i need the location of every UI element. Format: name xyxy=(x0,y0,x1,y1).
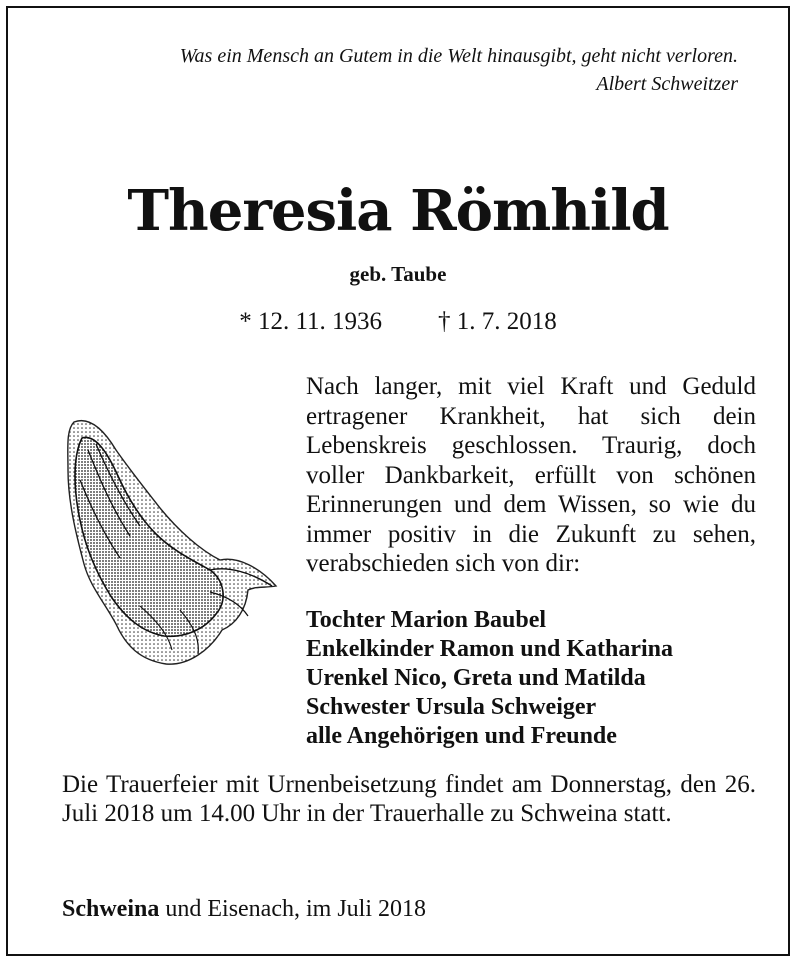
mourner-item: alle Angehörigen und Freunde xyxy=(306,723,617,749)
birth-date: * 12. 11. 1936 xyxy=(239,308,383,335)
quote-text: Was ein Mensch an Gutem in die Welt hinausgibt, geht nicht verloren. xyxy=(179,45,738,67)
deceased-name: Theresia Römhild xyxy=(127,178,669,244)
place-rest: und Eisenach, im Juli 2018 xyxy=(165,896,426,922)
quote-block xyxy=(180,42,738,98)
service-info: Die Trauerfeier mit Urnenbeisetzung findet am Donnerstag, den 26. Juli 2018 um 14.00 Uhr in der Trauerhalle zu Schweina statt. xyxy=(62,771,756,827)
mourners-list xyxy=(306,606,776,751)
message-paragraph: Nach langer, mit viel Kraft und Geduld ertragener Krankheit, hat sich dein Lebenskreis geschlossen. Traurig, doch voller Dankbarkeit, erfüllt von schönen Erinnerungen und dem Wissen, so wie du immer positiv in die Zukunft zu sehen, verabschieden sich von dir: xyxy=(306,373,756,577)
quote-author: Albert Schweitzer xyxy=(596,73,738,95)
place-date-line xyxy=(62,896,426,923)
mourner-item: Schwester Ursula Schweiger xyxy=(306,694,597,720)
place-town: Schweina xyxy=(62,896,160,922)
birth-name: geb. Taube xyxy=(349,262,447,286)
life-dates xyxy=(8,308,788,336)
praying-hands-icon xyxy=(60,410,282,672)
mourner-item: Enkelkinder Ramon und Katharina xyxy=(306,636,673,662)
death-date: † 1. 7. 2018 xyxy=(438,308,557,335)
obituary-frame xyxy=(6,6,790,956)
mourner-item: Tochter Marion Baubel xyxy=(306,607,547,633)
mourner-item: Urenkel Nico, Greta und Matilda xyxy=(306,665,646,691)
